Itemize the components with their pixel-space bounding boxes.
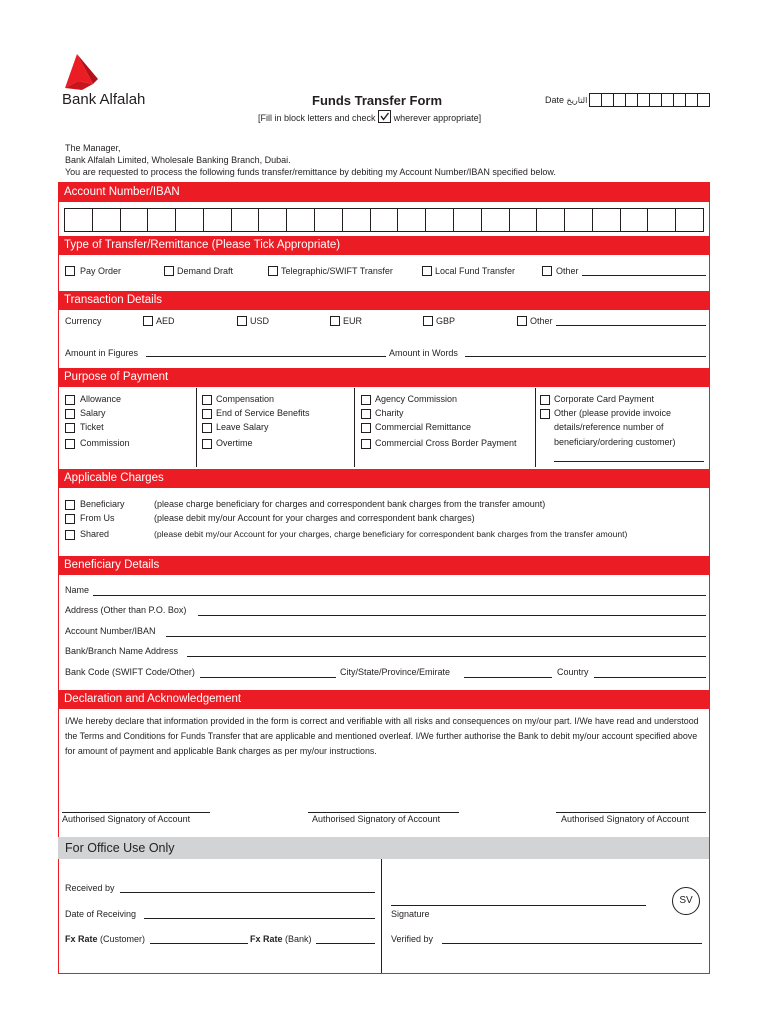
iban-digit-box[interactable] [620, 208, 649, 232]
end-of-service-label: End of Service Benefits [216, 408, 310, 418]
other-transfer-label: Other [556, 266, 579, 276]
commercial-remittance-label: Commercial Remittance [375, 422, 472, 432]
gbp-label: GBP [436, 316, 456, 326]
iban-digit-box[interactable] [370, 208, 399, 232]
iban-digit-box[interactable] [425, 208, 454, 232]
charity-checkbox[interactable] [361, 409, 371, 419]
allowance-label: Allowance [80, 394, 122, 404]
bank-logo-text: Bank Alfalah [62, 91, 146, 108]
charge-shared-checkbox[interactable] [65, 530, 75, 540]
fx-rate-bank-line[interactable] [316, 943, 375, 944]
iban-digit-box[interactable] [175, 208, 204, 232]
other-transfer-checkbox[interactable] [542, 266, 552, 276]
cross-border-checkbox[interactable] [361, 439, 371, 449]
iban-digit-box[interactable] [536, 208, 565, 232]
city-label: City/State/Province/Emirate [340, 667, 451, 677]
charge-from-us-desc: (please debit my/our Account for your charges and correspondent bank charges) [154, 513, 475, 523]
beneficiary-bank-address-label: Bank/Branch Name Address [65, 646, 179, 656]
date-receiving-label: Date of Receiving [65, 909, 137, 919]
eur-label: EUR [343, 316, 363, 326]
amount-words-line[interactable] [465, 356, 706, 357]
other-currency-label: Other [530, 316, 553, 326]
sv-stamp: SV [672, 887, 700, 915]
aed-label: AED [156, 316, 175, 326]
iban-digit-box[interactable] [647, 208, 676, 232]
eur-checkbox[interactable] [330, 316, 340, 326]
salary-checkbox[interactable] [65, 409, 75, 419]
iban-digit-box[interactable] [231, 208, 260, 232]
bank-code-label: Bank Code (SWIFT Code/Other) [65, 667, 195, 677]
purpose-divider-1 [196, 388, 197, 467]
commercial-remittance-checkbox[interactable] [361, 423, 371, 433]
charge-from-us-label: From Us [80, 513, 115, 523]
fx-rate-customer-label: Fx Rate (Customer) [65, 934, 146, 944]
section-office-header: For Office Use Only [58, 837, 709, 859]
iban-digit-box[interactable] [453, 208, 482, 232]
charge-shared-desc: (please debit my/our Account for your charges, charge beneficiary for correspondent bank charges from the transfer amount) [154, 529, 628, 539]
end-of-service-checkbox[interactable] [202, 409, 212, 419]
other-currency-line[interactable] [556, 325, 706, 326]
verified-by-line[interactable] [442, 943, 702, 944]
iban-digit-box[interactable] [203, 208, 232, 232]
iban-digit-box[interactable] [509, 208, 538, 232]
iban-digit-box[interactable] [120, 208, 149, 232]
charge-beneficiary-checkbox[interactable] [65, 500, 75, 510]
bank-logo [62, 54, 162, 108]
corporate-card-checkbox[interactable] [540, 395, 550, 405]
fx-rate-bank-label: Fx Rate (Bank) [250, 934, 312, 944]
section-account-header: Account Number/IBAN [58, 183, 709, 202]
section-charges-header: Applicable Charges [58, 469, 709, 488]
iban-input-boxes[interactable] [64, 208, 704, 232]
ticket-label: Ticket [80, 422, 104, 432]
iban-digit-box[interactable] [314, 208, 343, 232]
usd-label: USD [250, 316, 270, 326]
signatory-line-1[interactable] [62, 812, 210, 813]
charge-beneficiary-desc: (please charge beneficiary for charges and correspondent bank charges from the transfer amount) [154, 499, 546, 509]
fx-rate-customer-line[interactable] [150, 943, 248, 944]
beneficiary-name-label: Name [65, 585, 90, 595]
aed-checkbox[interactable] [143, 316, 153, 326]
section-beneficiary-header: Beneficiary Details [58, 556, 709, 575]
country-label: Country [557, 667, 589, 677]
overtime-label: Overtime [216, 438, 253, 448]
beneficiary-bank-address-line[interactable] [187, 656, 706, 657]
beneficiary-address-label: Address (Other than P.O. Box) [65, 605, 187, 615]
intro-branch: Bank Alfalah Limited, Wholesale Banking Branch, Dubai. [65, 155, 291, 165]
signatory-label-2: Authorised Signatory of Account [312, 814, 441, 824]
signature-line[interactable] [391, 905, 646, 906]
received-by-line[interactable] [120, 892, 375, 893]
leave-salary-label: Leave Salary [216, 422, 269, 432]
charge-from-us-checkbox[interactable] [65, 514, 75, 524]
iban-digit-box[interactable] [92, 208, 121, 232]
swift-transfer-label: Telegraphic/SWIFT Transfer [281, 266, 393, 276]
signatory-line-3[interactable] [556, 812, 706, 813]
intro-request: You are requested to process the following funds transfer/remittance by debiting my Account Number/IBAN specified below. [65, 167, 556, 177]
iban-digit-box[interactable] [258, 208, 287, 232]
allowance-checkbox[interactable] [65, 395, 75, 405]
other-purpose-line[interactable] [554, 461, 704, 462]
compensation-label: Compensation [216, 394, 275, 404]
salary-label: Salary [80, 408, 106, 418]
purpose-divider-3 [535, 388, 536, 467]
corporate-card-label: Corporate Card Payment [554, 394, 655, 404]
iban-digit-box[interactable] [342, 208, 371, 232]
amount-figures-line[interactable] [146, 356, 386, 357]
intro-manager: The Manager, [65, 143, 121, 153]
declaration-text: I/We hereby declare that information provided in the form is correct and verifiable with all risks and consequences on my/our part. I/We have read and understood the Terms and Conditions for Funds Transfer that are applicable and mentioned overleaf. I/We further authorise the Bank to debit my/our account specified above for amount of payment and applicable Bank charges as per my/our instructions. [65, 716, 699, 756]
section-type-header: Type of Transfer/Remittance (Please Tick Appropriate) [58, 236, 709, 255]
signatory-line-2[interactable] [308, 812, 459, 813]
subtitle-before: [Fill in block letters and check [258, 113, 376, 123]
ticket-checkbox[interactable] [65, 423, 75, 433]
other-purpose-label-2: details/reference number of [554, 422, 664, 432]
swift-transfer-checkbox[interactable] [268, 266, 278, 276]
commission-label: Commission [80, 438, 130, 448]
beneficiary-account-label: Account Number/IBAN [65, 626, 156, 636]
purpose-divider-2 [354, 388, 355, 467]
date-digit-box[interactable] [697, 93, 710, 107]
cross-border-label: Commercial Cross Border Payment [375, 438, 517, 448]
iban-digit-box[interactable] [564, 208, 593, 232]
iban-digit-box[interactable] [675, 208, 704, 232]
agency-commission-checkbox[interactable] [361, 395, 371, 405]
iban-digit-box[interactable] [397, 208, 426, 232]
date-input-boxes[interactable] [589, 93, 710, 107]
other-transfer-line[interactable] [582, 275, 706, 276]
other-currency-checkbox[interactable] [517, 316, 527, 326]
beneficiary-name-line[interactable] [93, 595, 706, 596]
form-title: Funds Transfer Form [312, 93, 443, 108]
bank-code-line[interactable] [200, 677, 336, 678]
section-declaration-header: Declaration and Acknowledgement [58, 690, 709, 709]
iban-digit-box[interactable] [147, 208, 176, 232]
local-transfer-checkbox[interactable] [422, 266, 432, 276]
other-purpose-label-1: Other (please provide invoice [554, 408, 672, 418]
compensation-checkbox[interactable] [202, 395, 212, 405]
amount-words-label: Amount in Words [389, 348, 458, 358]
date-label: Date التاريخ [545, 95, 588, 105]
section-purpose-header: Purpose of Payment [58, 368, 709, 387]
check-icon [378, 110, 391, 123]
city-line[interactable] [464, 677, 552, 678]
amount-figures-label: Amount in Figures [65, 348, 139, 358]
iban-digit-box[interactable] [64, 208, 93, 232]
country-line[interactable] [594, 677, 706, 678]
section-transaction-header: Transaction Details [58, 291, 709, 310]
currency-label: Currency [65, 316, 102, 326]
charge-beneficiary-label: Beneficiary [80, 499, 125, 509]
usd-checkbox[interactable] [237, 316, 247, 326]
signatory-label-3: Authorised Signatory of Account [561, 814, 690, 824]
beneficiary-account-line[interactable] [166, 636, 706, 637]
charity-label: Charity [375, 408, 404, 418]
office-divider [381, 859, 382, 973]
gbp-checkbox[interactable] [423, 316, 433, 326]
pay-order-checkbox[interactable] [65, 266, 75, 276]
leave-salary-checkbox[interactable] [202, 423, 212, 433]
commission-checkbox[interactable] [65, 439, 75, 449]
local-transfer-label: Local Fund Transfer [435, 266, 516, 276]
iban-digit-box[interactable] [481, 208, 510, 232]
iban-digit-box[interactable] [592, 208, 621, 232]
date-receiving-line[interactable] [144, 918, 375, 919]
signature-label: Signature [391, 909, 430, 919]
verified-by-label: Verified by [391, 934, 434, 944]
agency-commission-label: Agency Commission [375, 394, 458, 404]
subtitle-after: wherever appropriate] [393, 113, 482, 123]
received-by-label: Received by [65, 883, 115, 893]
overtime-checkbox[interactable] [202, 439, 212, 449]
pay-order-label: Pay Order [80, 266, 122, 276]
form-subtitle [258, 110, 481, 124]
other-purpose-label-3: beneficiary/ordering customer) [554, 437, 676, 447]
demand-draft-checkbox[interactable] [164, 266, 174, 276]
other-purpose-checkbox[interactable] [540, 409, 550, 419]
demand-draft-label: Demand Draft [177, 266, 234, 276]
signatory-label-1: Authorised Signatory of Account [62, 814, 191, 824]
charge-shared-label: Shared [80, 529, 110, 539]
iban-digit-box[interactable] [286, 208, 315, 232]
beneficiary-address-line[interactable] [198, 615, 706, 616]
bank-logo-icon [62, 54, 102, 90]
